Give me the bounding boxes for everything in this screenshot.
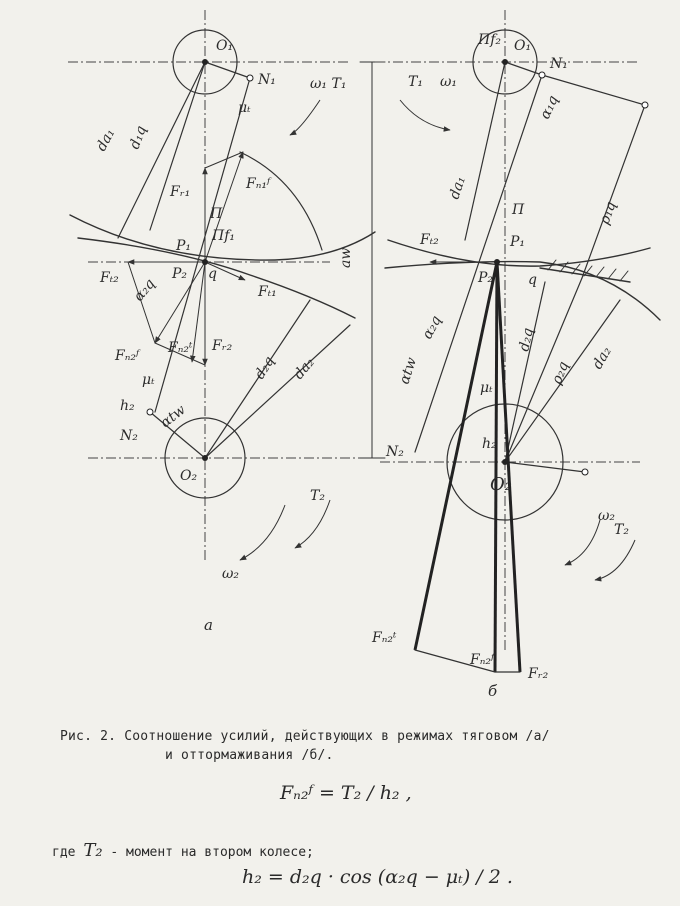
a-da1-line — [118, 62, 205, 238]
b-omega1-arrow — [400, 100, 450, 130]
b-label-Fn2f: Fₙ₂ᶠ — [470, 652, 495, 668]
b-P2-point — [494, 259, 500, 265]
b-label-Fn2t: Fₙ₂ᵗ — [372, 630, 397, 646]
a-omega2-arrow — [240, 505, 285, 560]
a-label-Fn1f: Fₙ₁ᶠ — [246, 176, 271, 192]
b-label-P2: P₂ — [478, 270, 494, 286]
where-clause — [52, 840, 314, 861]
a-N2-point — [147, 409, 153, 415]
b-label-alpha2q: α₂q — [419, 313, 445, 342]
a-label-N1: N₁ — [258, 72, 276, 88]
a-label-O2: O₂ — [180, 468, 198, 484]
b-d2q-line — [505, 282, 545, 462]
b-O2-right-line — [505, 462, 585, 472]
b-label-alpha1q: α₁q — [537, 93, 562, 122]
a-label-h2: h₂ — [120, 398, 135, 414]
a-d2q-line — [205, 300, 310, 458]
b-label-omega1: ω₁ — [440, 74, 458, 90]
a-label-P: П — [210, 206, 223, 222]
a-label-aw: aw — [338, 247, 354, 268]
b-da1-line — [465, 62, 505, 240]
b-label-rho1q: ρ₁q — [596, 199, 620, 227]
a-label-q: q — [208, 266, 217, 282]
b-label-q: q — [528, 272, 537, 288]
where-symbol: T₂ — [83, 840, 103, 861]
b-rho1q-point — [642, 102, 648, 108]
figure-caption — [60, 727, 660, 765]
b-Fn2f-vector — [495, 262, 497, 672]
a-N1-point — [247, 75, 253, 81]
b-O1-point — [502, 59, 508, 65]
b-O2-point — [502, 459, 508, 465]
b-label-da2: da₂ — [589, 344, 615, 372]
a-label-d2q: d₂q — [251, 353, 278, 383]
a-label-N2: N₂ — [120, 428, 138, 444]
a-omega-arc — [240, 152, 322, 250]
a-label-alpha2q: α₂q — [130, 275, 159, 305]
b-label-omega2: ω₂ — [598, 508, 616, 524]
a-label-T2: T₂ — [310, 488, 325, 504]
a-label-Ft2: Fₜ₂ — [100, 270, 119, 286]
figure-b — [371, 10, 660, 700]
a-label-Ft1: Fₜ₁ — [258, 284, 277, 300]
a-figure-title: a — [204, 616, 213, 634]
a-label-alpha-tw: αtw — [157, 401, 189, 432]
b-label-T2: T₂ — [614, 522, 629, 538]
b-label-d2q: d₂q — [516, 326, 537, 353]
a-N1-line — [205, 62, 250, 78]
a-label-mu-t2: μₜ — [142, 372, 155, 388]
where-prefix: где — [52, 845, 76, 860]
a-label-Fr1: Fᵣ₁ — [170, 184, 191, 200]
b-right-point — [582, 469, 588, 475]
b-label-Fr2: Fᵣ₂ — [528, 666, 549, 682]
a-label-Fr2: Fᵣ₂ — [212, 338, 233, 354]
a-label-Fn2t: Fₙ₂ᵗ — [168, 340, 193, 356]
a-omega1-arrow — [290, 100, 320, 135]
a-Ft1-top-link — [205, 152, 243, 168]
b-label-mu-t: μₜ — [480, 380, 493, 396]
b-label-N1: N₁ — [550, 56, 568, 72]
a-label-P1: P₁ — [176, 238, 192, 254]
a-line-of-action — [155, 78, 250, 412]
b-label-rho2q: ρ₂q — [548, 359, 573, 387]
a-label-da2: da₂ — [290, 354, 318, 383]
where-text: - момент на втором колесе; — [110, 845, 314, 860]
a-label-omega-T1: ω₁ T₁ — [310, 76, 347, 92]
b-N1-point — [539, 72, 545, 78]
b-label-alpha-tw: αtw — [396, 355, 421, 387]
b-T2-arrow — [595, 540, 635, 580]
a-label-P2: P₂ — [172, 266, 188, 282]
caption-line-2: и оттормаживания /б/. — [165, 748, 334, 763]
a-label-da1: da₁ — [93, 126, 119, 154]
b-label-Ft2: Fₜ₂ — [420, 232, 439, 248]
a-T2-arrow — [295, 500, 330, 548]
a-label-omega2: ω₂ — [222, 566, 240, 582]
b-label-da1: da₁ — [446, 174, 469, 202]
b-label-O1: O₁ — [514, 38, 532, 54]
caption-line-1: Рис. 2. Соотношение усилий, действующих в режимах тяговом /а/ — [60, 729, 550, 744]
figure-a — [68, 10, 385, 634]
b-label-Pf2: Пf₂ — [478, 32, 502, 48]
b-label-N2: N₂ — [386, 444, 404, 460]
b-label-P1: P₁ — [510, 234, 526, 250]
a-O1-point — [202, 59, 208, 65]
a-label-d1q: d₁q — [126, 123, 150, 152]
formula-h2: h₂ = d₂q · cos (α₂q − μₜ) / 2 . — [242, 866, 513, 888]
b-label-T1: T₁ — [408, 74, 423, 90]
b-label-P: П — [512, 202, 525, 218]
b-label-h2: h₂ — [482, 436, 497, 452]
b-label-O2: O₂ — [490, 474, 512, 495]
a-O2-point — [202, 455, 208, 461]
a-q-point — [202, 259, 208, 265]
b-figure-title: б — [488, 682, 498, 700]
b-omega2-arrow — [565, 520, 600, 565]
a-label-mu-t: μₜ — [238, 100, 251, 116]
a-label-Fn2f: Fₙ₂ᶠ — [115, 348, 140, 364]
a-d1q-line — [150, 62, 205, 230]
b-Fr2-vector — [497, 262, 520, 672]
a-label-O1: O₁ — [216, 38, 234, 54]
formula-force: Fₙ₂ᶠ = T₂ / h₂ , — [280, 782, 412, 804]
a-label-Pf1: Пf₁ — [212, 228, 236, 244]
b-lower-gear-arc — [385, 262, 660, 320]
